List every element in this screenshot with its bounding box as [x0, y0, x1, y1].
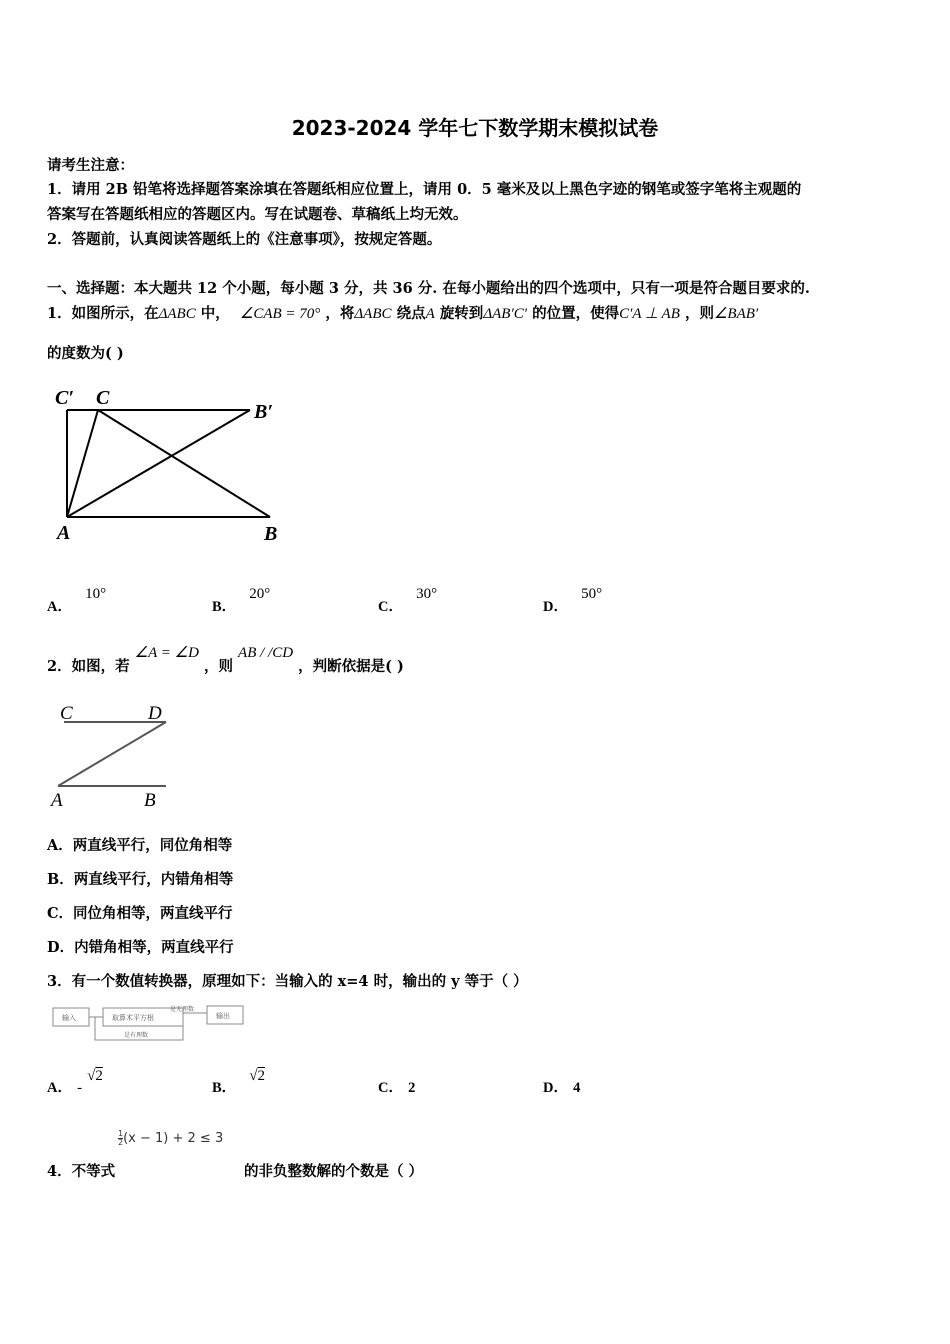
q3-option-d[interactable]: D． 4: [543, 1080, 581, 1096]
q1-option-d[interactable]: D． 50°: [543, 586, 603, 615]
label-b: B: [144, 790, 156, 811]
label-d: D: [148, 703, 162, 724]
notice-heading: 请考生注意：: [47, 157, 134, 174]
q1-option-a[interactable]: A． 10°: [47, 586, 107, 615]
label-c-prime: C′: [55, 387, 74, 409]
q3-flowchart: [50, 1002, 250, 1044]
flowchart-input-label: 输入: [62, 1014, 76, 1022]
segment-d-a: [58, 722, 166, 786]
q2-figure: [50, 700, 180, 812]
notice-item-2: 2．答题前，认真阅读答题纸上的《注意事项》，按规定答题。: [47, 231, 442, 248]
page-title: 2023-2024 学年七下数学期末模拟试卷: [291, 116, 659, 140]
q2-option-d[interactable]: D．内错角相等，两直线平行: [47, 939, 234, 956]
notice-item-1-line-1: 1．请用 2B 铅笔将选择题答案涂填在答题纸相应位置上，请用 0．5 毫米及以上黑色字迹的钢笔或签字笔将主观题的: [47, 181, 802, 198]
label-c: C: [96, 387, 110, 409]
q1-option-c[interactable]: C． 30°: [378, 586, 438, 615]
sqrt-symbol: √2: [87, 1068, 103, 1084]
label-b: B: [264, 523, 278, 545]
segment-c-b: [98, 410, 270, 517]
label-b-prime: B′: [254, 401, 273, 423]
q4-fraction: $\frac{1}{2}$: [118, 1129, 124, 1147]
flowchart-irrational-label: 是无理数: [170, 1006, 195, 1013]
q2-stem: 2．如图，若 ∠A = ∠D ，则 AB / /CD ，判断依据是( ): [47, 645, 404, 675]
q4-inequality: $\frac{1}{2}$ (x − 1) + 2 ≤ 3: [118, 1129, 224, 1147]
segment-a-b-prime: [67, 410, 250, 517]
flowchart-output-label: 输出: [216, 1012, 230, 1020]
flowchart-process-label: 取算术平方根: [112, 1014, 154, 1022]
q2-option-c[interactable]: C．同位角相等，两直线平行: [47, 905, 233, 922]
q1-figure: [50, 380, 290, 545]
q1-stem-line-2: 的度数为( ): [47, 345, 124, 362]
q3-option-c[interactable]: C． 2: [378, 1080, 416, 1096]
q2-option-a[interactable]: A．两直线平行，同位角相等: [47, 837, 233, 854]
q3-option-b[interactable]: B． √2: [212, 1068, 265, 1096]
q4-stem-tail: 的非负整数解的个数是（ ）: [244, 1163, 424, 1180]
flowchart-rational-label: 是有理数: [124, 1032, 149, 1039]
notice-item-1-line-2: 答案写在答题纸相应的答题区内。写在试题卷、草稿纸上均无效。: [47, 206, 468, 223]
q2-option-b[interactable]: B．两直线平行，内错角相等: [47, 871, 234, 888]
section-heading: 一、选择题：本大题共 12 个小题，每小题 3 分，共 36 分. 在每小题给出的四个选项中，只有一项是符合题目要求的.: [47, 280, 810, 297]
q3-stem: 3．有一个数值转换器，原理如下：当输入的 x=4 时，输出的 y 等于（ ）: [47, 973, 528, 990]
q4-label: 4．不等式: [47, 1163, 116, 1180]
label-a: A: [57, 522, 71, 544]
q1-stem: 1．如图所示，在ΔABC 中， ∠CAB = 70° ，将ΔABC 绕点A 旋转到ΔAB′C′ 的位置，使得C′A ⊥ AB ，则∠BAB′: [47, 305, 759, 322]
label-c: C: [60, 703, 73, 724]
sqrt-symbol: √2: [249, 1068, 265, 1084]
label-a: A: [51, 790, 63, 811]
q3-option-a[interactable]: A． - √2: [47, 1068, 103, 1096]
q1-option-b[interactable]: B． 20°: [212, 586, 271, 615]
